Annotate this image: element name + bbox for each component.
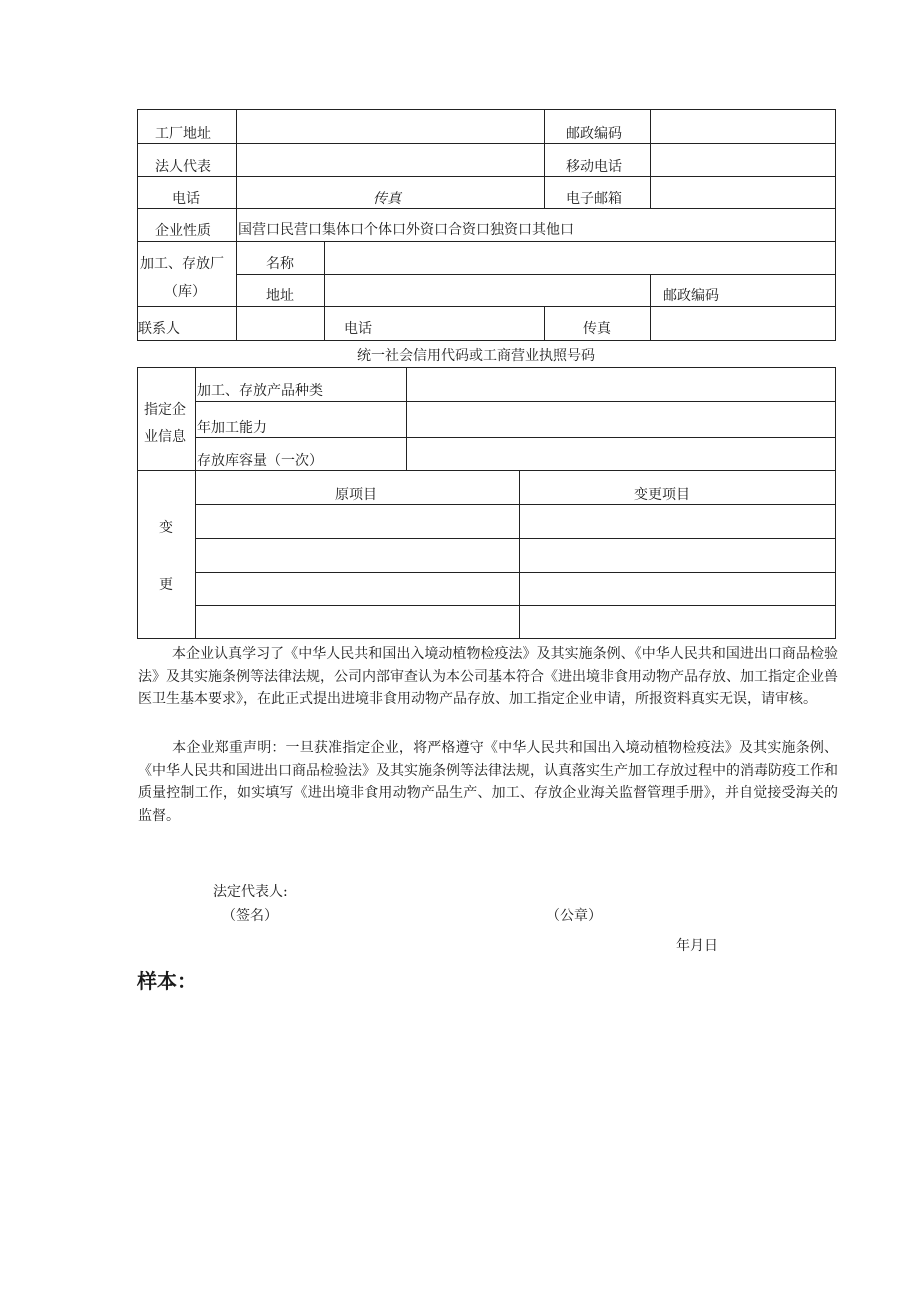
storage-capacity-label: 存放库容量（一次） (197, 453, 323, 469)
processing-storage-label: 加工、存放厂 (140, 256, 224, 272)
plant-name-field[interactable] (326, 243, 834, 273)
legal-rep-label: 法人代表 (155, 159, 211, 175)
plant-postcode-label: 邮政编码 (663, 288, 719, 304)
contact-fax-field[interactable] (652, 308, 834, 339)
annual-capacity-field[interactable] (408, 403, 834, 436)
contact-phone-field[interactable] (400, 308, 543, 339)
seal-label: （公章） (546, 908, 602, 924)
designated-label-a: 指定企 (144, 402, 186, 418)
storage-capacity-field[interactable] (408, 439, 834, 469)
changed-item-cell[interactable] (521, 506, 834, 537)
warehouse-label: （库） (164, 284, 206, 300)
postcode-field[interactable] (652, 111, 834, 142)
designated-label-b: 业信息 (144, 429, 186, 445)
contact-phone-label: 电话 (344, 321, 372, 337)
changed-item-cell[interactable] (521, 540, 834, 571)
sample-heading: 样本： (137, 969, 197, 993)
original-item-header: 原项目 (335, 487, 377, 503)
declaration-text-1: 本企业认真学习了《中华人民共和国出入境动植物检疫法》及其实施条例、《中华人民共和国进出口商品检验法》及其实施条例等法律法规，公司内部审查认为本公司基本符合《进出境非食用动物产品存放、加工指定企业兽医卫生基本要求》，在此正式提出进境非食用动物产品存放、加工指定企业申请，所报资料真实无误，请审核。 (138, 646, 838, 707)
plant-address-field[interactable] (326, 276, 649, 305)
original-item-cell[interactable] (197, 540, 518, 571)
declaration-paragraph-1 (138, 643, 838, 711)
enterprise-type-label: 企业性质 (155, 223, 211, 239)
original-item-cell[interactable] (197, 607, 518, 637)
sign-label: （签名） (222, 908, 278, 924)
email-label: 电子邮箱 (566, 191, 622, 207)
product-type-label: 加工、存放产品种类 (197, 383, 323, 399)
legal-rep-field[interactable] (238, 145, 543, 175)
annual-capacity-label: 年加工能力 (197, 420, 267, 436)
original-item-cell[interactable] (197, 506, 518, 537)
declaration-paragraph-2 (138, 737, 838, 827)
factory-address-field[interactable] (238, 111, 543, 142)
original-item-cell[interactable] (197, 574, 518, 604)
change-label-a: 变 (159, 520, 173, 536)
changed-item-header: 变更项目 (634, 487, 690, 503)
postcode-label: 邮政编码 (566, 126, 622, 142)
contact-person-field[interactable] (238, 308, 323, 339)
legal-rep-signature-label: 法定代表人: (213, 884, 288, 900)
plant-address-label: 地址 (266, 288, 294, 304)
changed-item-cell[interactable] (521, 574, 834, 604)
factory-address-label: 工厂地址 (155, 126, 211, 142)
contact-person-label: 联系人 (138, 321, 180, 337)
enterprise-type-options[interactable]: 国营口民营口集体口个体口外资口合资口独资口其他口 (238, 222, 574, 238)
mobile-label: 移动电话 (566, 159, 622, 175)
email-field[interactable] (652, 178, 834, 207)
plant-name-label: 名称 (266, 256, 294, 272)
fax-label: 传真 (373, 191, 401, 207)
mobile-field[interactable] (652, 145, 834, 175)
phone-label: 电话 (172, 191, 200, 207)
declaration-text-2: 本企业郑重声明：一旦获准指定企业，将严格遵守《中华人民共和国出入境动植物检疫法》及其实施条例、《中华人民共和国进出口商品检验法》及其实施条例等法律法规，认真落实生产加工存放过程中的消毒防疫工作和质量控制工作，如实填写《进出境非食用动物产品生产、加工、存放企业海关监督管理手册》，并自觉接受海关的监督。 (138, 740, 838, 824)
date-label: 年月日 (676, 938, 718, 954)
credit-code-title: 统一社会信用代码或工商营业执照号码 (357, 348, 595, 364)
product-type-field[interactable] (408, 369, 834, 400)
changed-item-cell[interactable] (521, 607, 834, 637)
contact-fax-label: 传真 (583, 321, 611, 337)
change-label-b: 更 (159, 577, 173, 593)
